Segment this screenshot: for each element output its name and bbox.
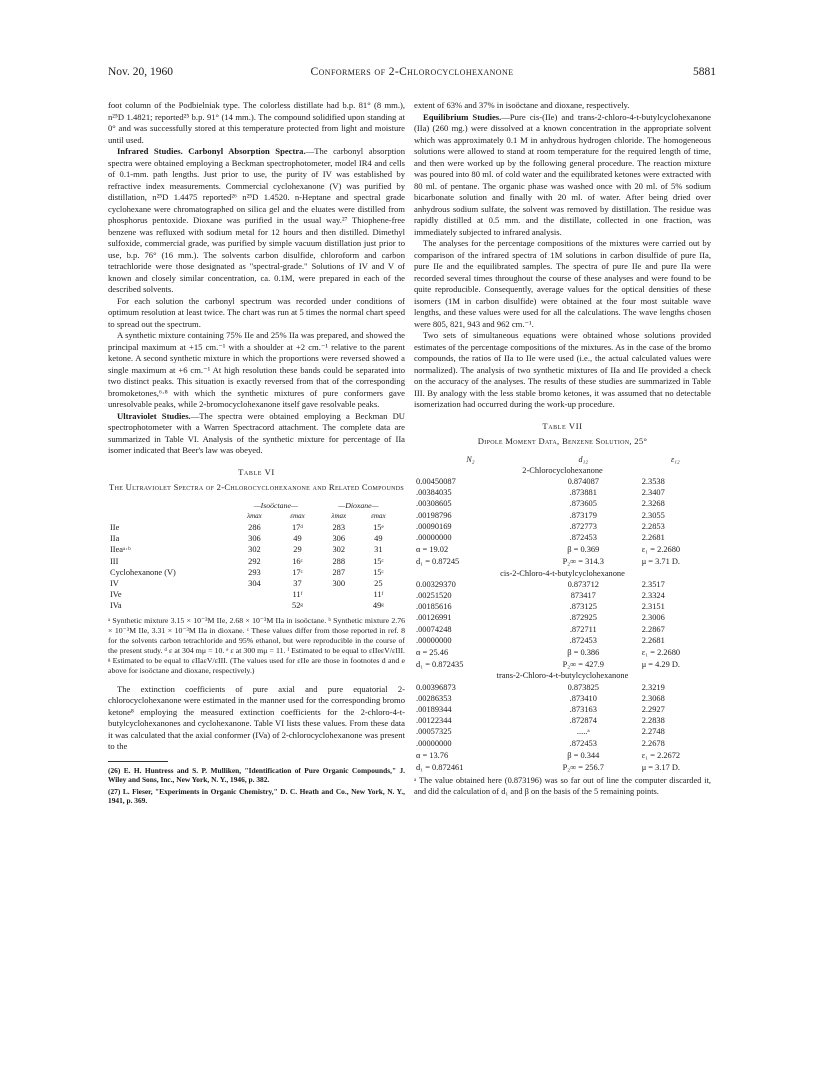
col-d12: d₁₂	[578, 454, 589, 464]
table-row	[414, 682, 711, 693]
compound-name: 2-Chlorocyclohexanone	[522, 465, 603, 475]
value-cell: .00251520	[416, 590, 452, 600]
value-cell: 2.2867	[641, 624, 665, 634]
parameter-cell: d₁ = 0.872461	[416, 762, 464, 772]
value-cell: .873125	[569, 602, 597, 612]
value-cell: 286	[248, 522, 261, 532]
paragraph-text: —Pure cis-(IIe) and trans-2-chloro-4-t-butylcyclohexanone (IIa) (260 mg.) were dissolved at a known concentration in the appropriate solvent which was approximately 0.1 M in anhydrous hydrogen chloride. The homogeneous solutions were allowed to stand at room temperature for the required length of time, and then were worked up by the following general procedure. The reaction mixture was poured into 80 ml. of cold water and the equilibrated ketones were extracted with 80 ml. of pentane. The organic phase was washed once with 20 ml. of 5% sodium bicarbonate solution and finally with 20 ml. of water. After being dried over anhydrous sodium sulfate, the solvent was removed by distillation. The residue was rapidly distilled at 0.5 mm. and the distillate, collected in one fraction, was immediately subjected to infrared analysis.	[414, 111, 711, 237]
value-cell: .00057325	[416, 727, 452, 737]
table-row	[108, 533, 398, 544]
paragraph: The analyses for the percentage compositions of the mixtures were carried out by comparison of the infrared spectra of 1M solutions in carbon disulfide of pure IIa, pure IIe and the equilibrated samples. The spectra of pure IIe and pure IIa were recorded several times throughout the course of these analyses and were found to be quite reproducible. Consequently, average values for the optical densities of these isomers (1M in carbon disulfide) were obtained at the four most suitable wave lengths, and these values were used for all the calculations. The wave lengths chosen were 805, 821, 943 and 962 cm.⁻¹.	[414, 238, 711, 329]
section-heading: Infrared Studies. Carbonyl Absorption Spectra.	[117, 146, 306, 156]
table-row	[108, 589, 398, 600]
col-eps: εmax	[290, 511, 305, 520]
table-row	[108, 578, 398, 589]
table-row	[108, 556, 398, 567]
table-row	[414, 738, 711, 749]
parameter-row	[414, 543, 711, 555]
table-row	[414, 601, 711, 612]
paragraph-text: —The carbonyl absorption spectra were obtained employing a Beckman spectrophotometer, model IR4 and cells of 0.1-mm. path lengths. Just prior to use, the purity of IV was established by refractive index measurements. Commercial cyclohexanone (V) was purified by distillation, n²⁵D 1.4475 reported²⁶ n²⁵D 1.4520. n-Heptane and spectral grade cyclohexane were chromatographed on silica gel and the eluates were distilled from phosphorus pentoxide. Dioxane was purified in the usual way.²⁷ Thiophene-free benzene was refluxed with sodium metal for 12 hours and then distilled. Dimethyl sulfoxide, commercial grade, was purified by simple vacuum distillation just prior to use, b.p. 76° (16 mm.). The solvents carbon disulfide, chloroform and carbon tetrachloride were those designated as "spectral-grade." Solutions of IV and V of known and closely similar concentration, ca. 0.1M, were prepared in each of the described solvents.	[108, 146, 405, 294]
value-cell: 17ᵈ	[291, 522, 303, 532]
col-n2: N₂	[466, 454, 475, 464]
value-cell: 0.873825	[567, 682, 599, 692]
value-cell: 0.00329370	[416, 579, 456, 589]
value-cell: 52ᵍ	[292, 601, 303, 611]
value-cell: 29	[293, 545, 302, 555]
table-row	[414, 635, 711, 646]
value-cell: .00198796	[416, 510, 452, 520]
value-cell: 302	[332, 545, 346, 555]
parameter-cell: P₂∞ = 314.3	[562, 557, 604, 567]
parameter-cell: β = 0.386	[567, 647, 600, 657]
page-number: 5881	[693, 66, 716, 78]
value-cell: .873410	[569, 693, 597, 703]
value-cell: 2.2838	[641, 716, 665, 726]
value-cell: 49ᵍ	[372, 601, 384, 611]
reference: (26) E. H. Huntress and S. P. Mulliken, "Identification of Pure Organic Compounds," J. Wiley and Sons, Inc., New York, N. Y., 1946, p. 382.	[108, 765, 405, 785]
compound-cell: IIa	[110, 534, 120, 544]
value-cell: 15ᵉ	[373, 522, 384, 532]
compound-cell: III	[110, 556, 119, 566]
value-cell	[319, 589, 359, 600]
parameter-cell: ε₁ = 2.2680	[641, 647, 681, 657]
parameter-cell: β = 0.369	[567, 545, 600, 555]
value-cell: 2.3219	[641, 682, 665, 692]
table-group-header	[108, 500, 398, 511]
value-cell: 288	[332, 556, 346, 566]
table-row	[414, 726, 711, 737]
paragraph: extent of 63% and 37% in isoöctane and dioxane, respectively.	[414, 100, 630, 110]
table-title: Dipole Moment Data, Benzene Solution, 25°	[477, 436, 648, 446]
compound-cell: IVa	[110, 601, 122, 611]
table-row	[414, 521, 711, 532]
value-cell: 2.2853	[641, 521, 665, 531]
value-cell: .00000000	[416, 532, 452, 542]
value-cell: 2.2681	[641, 532, 665, 542]
uv-spectra-table	[108, 500, 398, 612]
value-cell: 873417	[570, 590, 596, 600]
value-cell: 49	[374, 534, 383, 544]
table-row	[108, 567, 398, 578]
value-cell: 2.3006	[641, 613, 665, 623]
value-cell: 15ᶜ	[373, 556, 384, 566]
parameter-cell: μ = 3.71 D.	[641, 557, 681, 567]
section-heading: Equilibrium Studies.	[423, 111, 502, 122]
value-cell: 306	[248, 534, 261, 544]
value-cell: 293	[248, 567, 261, 577]
paragraph: The extinction coefficients of pure axial and pure equatorial 2-chlorocyclohexanone were estimated in the manner used for the corresponding bromo ketone⁸ employing the measured extinction coefficients for the 2-chloro-4-t-butylcyclohexanones and cyclohexanone. Table VI lists these values. From these data it was calculated that the axial conformer (IVa) of 2-chlorocyclohexanone was present to the	[108, 683, 405, 752]
section-heading: Ultraviolet Studies.	[117, 410, 191, 421]
value-cell: 25	[374, 578, 383, 588]
table-row	[108, 522, 398, 533]
value-cell: .872453	[569, 532, 597, 542]
value-cell: 15ᶜ	[373, 567, 384, 577]
right-column	[414, 100, 711, 797]
footnote-rule	[108, 761, 168, 762]
table-row	[414, 590, 711, 601]
value-cell: .00122344	[416, 716, 452, 726]
table-row	[414, 498, 711, 509]
compound-name: cis-2-Chloro-4-t-butylcyclohexanone	[500, 568, 625, 578]
table-caption: Table VII	[542, 420, 583, 431]
value-cell: 2.3538	[641, 476, 665, 486]
paragraph	[414, 112, 711, 239]
table-footnote: ᵃ The value obtained here (0.873196) was so far out of line the computer discarded it, and did the calculation of d₁ and β on the basis of the 5 remaining points.	[414, 776, 711, 797]
paragraph	[108, 146, 405, 296]
value-cell	[233, 589, 276, 600]
parameter-row	[414, 646, 711, 658]
value-cell: 2.2681	[641, 635, 665, 645]
value-cell: 292	[248, 556, 261, 566]
parameter-cell: α = 13.76	[416, 750, 449, 760]
value-cell: .873163	[569, 704, 597, 714]
parameter-row	[414, 658, 711, 670]
table-row	[108, 600, 398, 611]
table-caption: Table VI	[238, 466, 275, 477]
paragraph: For each solution the carbonyl spectrum was recorded under conditions of optimum resolution at least twice. The chart was run at 5 times the normal chart speed to spread out the spectrum.	[108, 295, 405, 329]
value-cell: .872925	[569, 613, 597, 623]
value-cell: 11ᶠ	[373, 590, 384, 600]
parameter-cell: α = 25.46	[416, 647, 449, 657]
value-cell: 2.3407	[641, 488, 665, 498]
col-eps: εmax	[371, 511, 386, 520]
value-cell: 283	[332, 522, 346, 532]
value-cell: .872874	[569, 716, 597, 726]
value-cell: .872773	[569, 521, 597, 531]
value-cell: 287	[332, 567, 346, 577]
parameter-cell: P₂∞ = 427.9	[562, 660, 604, 670]
group-isooctane: —Isoöctane—	[253, 500, 298, 510]
table-row	[108, 544, 398, 555]
value-cell: .00286353	[416, 693, 452, 703]
value-cell: 300	[332, 578, 346, 588]
value-cell: 0.00396873	[416, 682, 456, 692]
table-section-header	[414, 465, 711, 476]
parameter-cell: ε₁ = 2.2672	[641, 750, 681, 760]
table-section-header	[414, 670, 711, 681]
table-row	[414, 476, 711, 487]
value-cell: .00074248	[416, 624, 452, 634]
value-cell: .00308605	[416, 499, 452, 509]
value-cell: .873881	[569, 488, 597, 498]
compound-cell: IV	[110, 578, 119, 588]
value-cell: 16ᶜ	[292, 556, 303, 566]
value-cell: 31	[374, 545, 383, 555]
compound-cell: IVe	[110, 590, 122, 600]
table-row	[414, 532, 711, 543]
value-cell: 17ᶜ	[292, 567, 303, 577]
parameter-cell: ε₁ = 2.2680	[641, 545, 681, 555]
compound-cell: IIeaᵃ·ᵇ	[110, 545, 131, 555]
value-cell: 2.2678	[641, 738, 665, 748]
paragraph: foot column of the Podbielniak type. The colorless distillate had b.p. 81° (8 mm.), n²⁵D 1.4821; reported²⁵ b.p. 91° (14 mm.). The compound solidified upon standing at 0° and was successfully stored at this temperature protected from light and moisture until used.	[108, 100, 405, 145]
parameter-cell: β = 0.344	[567, 750, 600, 760]
parameter-cell: P₂∞ = 256.7	[562, 762, 604, 772]
dipole-moment-table	[414, 454, 711, 774]
paragraph: A synthetic mixture containing 75% IIe and 25% IIa was prepared, and showed the principal maximum at +15 cm.⁻¹ with a shoulder at +2 cm.⁻¹ relative to the parent ketone. A second synthetic mixture in which the proportions were reversed showed a single maximum at +6 cm.⁻¹ At high resolution these bands could be separated into two distinct peaks. This situation is exactly reversed from that of the corresponding bromoketones,⁶·⁸ with which the synthetic mixtures of pure conformers gave unresolvable peaks, while 2-bromocyclohexanone itself gave resolvable peaks.	[108, 330, 405, 409]
value-cell: 11ᶠ	[292, 590, 303, 600]
parameter-cell: d₁ = 0.87245	[416, 557, 460, 567]
value-cell: 302	[248, 545, 261, 555]
value-cell: .00126991	[416, 613, 452, 623]
value-cell: .00090169	[416, 521, 452, 531]
compound-name: trans-2-Chloro-4-t-butylcyclohexanone	[496, 671, 629, 681]
value-cell: 37	[293, 578, 302, 588]
table-row	[414, 579, 711, 590]
value-cell: .00189344	[416, 704, 452, 714]
compound-cell: Cyclohexanone (V)	[110, 567, 176, 577]
table-row	[414, 704, 711, 715]
paragraph	[108, 411, 405, 457]
table-sub-header	[108, 511, 398, 522]
value-cell: 2.3068	[641, 693, 665, 703]
value-cell: 0.873712	[567, 579, 599, 589]
value-cell: 2.3268	[641, 499, 665, 509]
value-cell: 2.3151	[641, 602, 665, 612]
value-cell: 2.2927	[641, 704, 665, 714]
compound-cell: IIe	[110, 522, 120, 532]
references	[108, 766, 405, 806]
col-lambda: λmax	[247, 511, 262, 520]
table-section-header	[414, 568, 711, 579]
value-cell: .872453	[569, 738, 597, 748]
value-cell: .00185616	[416, 602, 452, 612]
parameter-cell: d₁ = 0.872435	[416, 660, 464, 670]
value-cell: .872453	[569, 635, 597, 645]
col-lambda: λmax	[331, 511, 347, 520]
table-row	[414, 715, 711, 726]
group-dioxane: —Dioxane—	[338, 500, 379, 510]
table-title: The Ultraviolet Spectra of 2-Chlorocyclohexanone and Related Compounds	[109, 482, 404, 492]
col-e12: ε₁₂	[671, 454, 680, 464]
header-title: Conformers of 2-Chlorocyclohexanone	[310, 66, 514, 78]
value-cell	[319, 600, 359, 611]
value-cell: .....ᵃ	[576, 727, 590, 737]
header-date: Nov. 20, 1960	[108, 66, 174, 78]
value-cell: 0.874087	[567, 476, 599, 486]
value-cell: 0.00450087	[416, 476, 456, 486]
value-cell: 2.2748	[641, 727, 665, 737]
table-row	[414, 510, 711, 521]
table-header	[414, 454, 711, 465]
parameter-row	[414, 749, 711, 761]
value-cell: 2.3324	[641, 590, 665, 600]
left-column	[108, 100, 405, 808]
reference: (27) L. Fieser, "Experiments in Organic Chemistry," D. C. Heath and Co., New York, N. Y., 1941, p. 369.	[108, 786, 405, 806]
value-cell: .00000000	[416, 635, 452, 645]
paragraph-text: —The spectra were obtained employing a Beckman DU spectrophotometer with a Warren Spectracord attachment. The complete data are summarized in Table VI. Analysis of the synthetic mixture for percentage of IIa isomer indicated that Beer's law was obeyed.	[108, 410, 406, 455]
table-row	[414, 624, 711, 635]
page-header	[108, 66, 716, 82]
value-cell: .873179	[569, 510, 597, 520]
parameter-row	[414, 761, 711, 773]
value-cell: .873605	[569, 499, 597, 509]
value-cell: 2.3055	[641, 510, 665, 520]
table-row	[414, 612, 711, 623]
value-cell: 49	[293, 534, 302, 544]
value-cell: .00000000	[416, 738, 452, 748]
value-cell: 304	[248, 578, 261, 588]
value-cell: 2.3517	[641, 579, 665, 589]
value-cell: .872711	[569, 624, 597, 634]
value-cell: 306	[332, 534, 346, 544]
table-footnote: ᵃ Synthetic mixture 3.15 × 10⁻³M IIe, 2.68 × 10⁻³M IIa in isoöctane. ᵇ Synthetic mixture 2.76 × 10⁻³M IIe, 3.31 × 10⁻³M IIa in dioxane. ᶜ These values differ from those reported in ref. 8 for the solvents carbon tetrachloride and 95% ethanol, but were reproducible in the course of the present study. ᵈ ε at 304 mμ = 10. ᵉ ε at 300 mμ = 11. ᶠ Estimated to be equal to εIIeεV/εIII. ᵍ Estimated to be equal to εIIaεV/εIII. (The values used for εIIe are those in footnotes d and e above for isoöctane and dioxane, respectively.)	[108, 615, 405, 675]
parameter-cell: μ = 3.17 D.	[641, 762, 681, 772]
value-cell	[233, 600, 276, 611]
table-row	[414, 487, 711, 498]
table-row	[414, 693, 711, 704]
paragraph: Two sets of simultaneous equations were obtained whose solutions provided estimates of the percentage compositions of the mixtures. As in the case of the bromo compounds, the ratios of IIa to IIe were used (i.e., the actual calculated values were normalized). The analysis of two synthetic mixtures of IIa and IIe provided a check on the accuracy of the analyses. The results of these studies are summarized in Table III. By analogy with the less stable bromo ketones, it was assumed that no detectable isomerization had occurred during the work-up procedure.	[414, 330, 711, 409]
parameter-cell: α = 19.02	[416, 545, 449, 555]
parameter-cell: μ = 4.29 D.	[641, 660, 681, 670]
parameter-row	[414, 555, 711, 567]
value-cell: .00384035	[416, 488, 452, 498]
